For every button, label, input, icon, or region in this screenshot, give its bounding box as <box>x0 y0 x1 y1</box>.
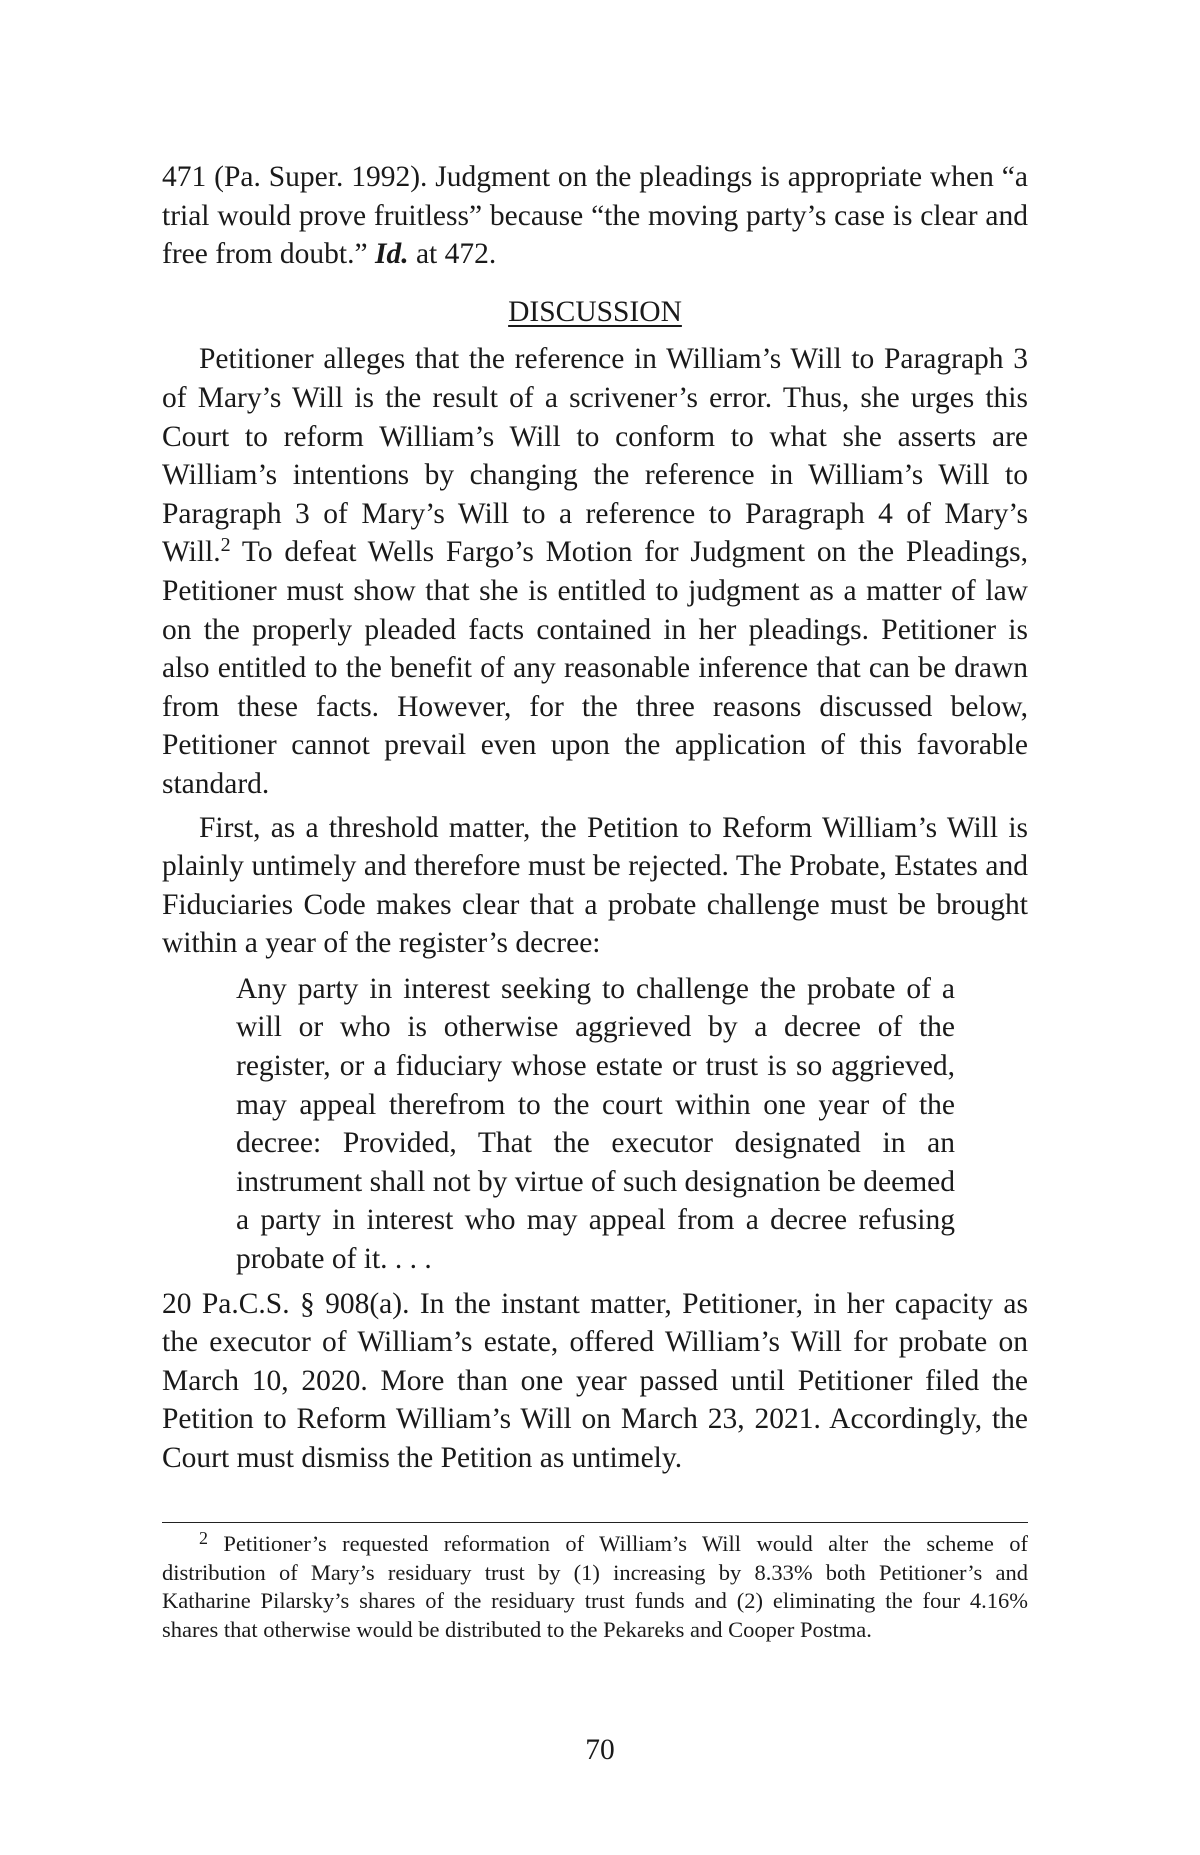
page-number: 70 <box>585 1734 615 1766</box>
discussion-paragraph-1 <box>162 340 1028 803</box>
discussion-paragraph-2: First, as a threshold matter, the Petition to Reform William’s Will is plainly untimely and therefore must be rejected. The Probate, Estates and Fiduciaries Code makes clear that a probate challenge must be brought within a year of the register’s decree: <box>162 811 1028 960</box>
footnote <box>162 1530 1028 1644</box>
section-heading: DISCUSSION <box>508 295 682 328</box>
statute-block-quote: Any party in interest seeking to challenge the probate of a will or who is otherwise aggrieved by a decree of the register, or a fiduciary whose estate or trust is so aggrieved, may appeal therefrom to the court within one year of the decree: Provided, That the executor designated in an instrument shall not by virtue of such designation be deemed a party in interest who may appeal from a decree refusing probate of it. . . . <box>236 972 955 1276</box>
page-body <box>162 158 1028 1478</box>
intro-pincite: at 472. <box>415 238 497 271</box>
para1-text-a: Petitioner alleges that the reference in William’s Will to Paragraph 3 of Mary’s Will is the result of a scrivener’s error. Thus, she urges this Court to reform William’s Will to conform to what she asserts are William’s intentions by changing the reference in William’s Will to Paragraph 3 of Mary’s Will to a reference to Paragraph 4 of Mary’s Will. <box>162 343 1028 569</box>
footnote-divider <box>162 1522 1028 1523</box>
intro-text: 471 (Pa. Super. 1992). Judgment on the pleadings is appropriate when “a trial would prove fruitless” because “the moving party’s case is clear and free from doubt.” <box>162 161 1028 271</box>
discussion-paragraph-3: 20 Pa.C.S. § 908(a). In the instant matter, Petitioner, in her capacity as the executor of William’s estate, offered William’s Will for probate on March 10, 2020. More than one year passed until Petitioner filed the Petition to Reform William’s Will on March 23, 2021. Accordingly, the Court must dismiss the Petition as untimely. <box>162 1287 1028 1474</box>
footnote-mark: 2 <box>199 1528 208 1548</box>
footnote-text: Petitioner’s requested reformation of William’s Will would alter the scheme of distribution of Mary’s residuary trust by (1) increasing by 8.33% both Petitioner’s and Katharine Pilarsky’s shares of the residuary trust funds and (2) eliminating the four 4.16% shares that otherwise would be distributed to the Pekareks and Cooper Postma. <box>162 1531 1029 1642</box>
footnote-reference: 2 <box>220 534 231 557</box>
para1-text-b: To defeat Wells Fargo’s Motion for Judgment on the Pleadings, Petitioner must show that she is entitled to judgment as a matter of law on the properly pleaded facts contained in her pleadings. Petitioner is also entitled to the benefit of any reasonable inference that can be drawn from these facts. However, for the three reasons discussed below, Petitioner cannot prevail even upon the application of this favorable standard. <box>162 536 1028 800</box>
id-citation: Id. <box>374 238 409 271</box>
intro-paragraph <box>162 158 1028 274</box>
